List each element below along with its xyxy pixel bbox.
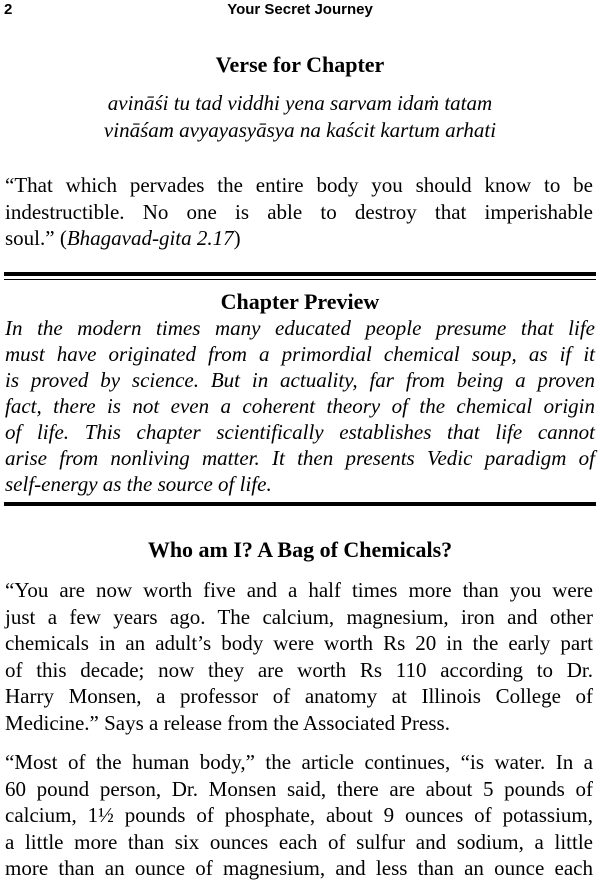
preview-line: must have originated from a primordial chemical soup, as if it (5, 342, 595, 366)
running-header (0, 0, 600, 22)
body-line: 60 pound person, Dr. Monsen said, there are about 5 pounds of (5, 776, 593, 801)
top-divider (4, 272, 596, 276)
preview-line: of life. This chapter scientifically establishes that life cannot (5, 420, 595, 444)
preview-line: self-energy as the source of life. (5, 472, 272, 496)
preview-heading: Chapter Preview (220, 289, 380, 314)
section-heading: Who am I? A Bag of Chemicals? (147, 537, 453, 562)
body-line: chemicals in an adult’s body were worth Rs 20 in the early part (5, 631, 593, 655)
sanskrit-verse (0, 90, 600, 144)
translation-last-line (5, 225, 593, 252)
body-line: calcium, 1½ pounds of phosphate, about 9 ounces of potassium, (5, 803, 593, 827)
chapter-preview (5, 315, 595, 497)
verse-heading: Verse for Chapter (215, 52, 385, 77)
preview-line: In the modern times many educated people presume that life (5, 316, 595, 340)
body-paragraph-2 (5, 749, 593, 882)
body-line: more than an ounce of magnesium, and less than an ounce each (5, 856, 593, 880)
body-line: “Most of the human body,” the article continues, “is water. In a (5, 750, 593, 774)
body-paragraph-1 (5, 577, 593, 736)
body-line: of this decade; now they are worth Rs 110 according to Dr. (5, 657, 593, 682)
preview-line: is proved by science. But in actuality, far from being a proven (5, 368, 595, 392)
body-line: Harry Monsen, a professor of anatomy at Illinois College of (5, 684, 593, 708)
translation-last-suffix: ) (233, 226, 241, 250)
bottom-divider (4, 502, 596, 506)
sanskrit-line: vināśam avyayasyāsya na kaścit kartum arhati (103, 118, 497, 142)
page-number: 2 (4, 1, 13, 18)
running-title: Your Secret Journey (227, 1, 373, 18)
translation-last-prefix: soul.” ( (5, 226, 67, 250)
translation-line: “That which pervades the entire body you should know to be (5, 173, 593, 197)
preview-line: arise from nonliving matter. It then presents Vedic paradigm of (5, 446, 595, 470)
sanskrit-line: avināśi tu tad viddhi yena sarvam idaṁ tatam (107, 91, 493, 115)
preview-line: fact, there is not even a coherent theory of the chemical origin (5, 394, 595, 418)
verse-translation (5, 172, 593, 252)
body-line: a little more than six ounces each of sulfur and sodium, a little (5, 829, 593, 854)
translation-line: indestructible. No one is able to destroy that imperishable (5, 199, 593, 224)
body-line: Medicine.” Says a release from the Associated Press. (5, 710, 450, 735)
body-line: just a few years ago. The calcium, magnesium, iron and other (5, 604, 593, 629)
body-line: “You are now worth five and a half times more than you were (5, 578, 593, 602)
citation: Bhagavad-gita 2.17 (66, 226, 234, 250)
